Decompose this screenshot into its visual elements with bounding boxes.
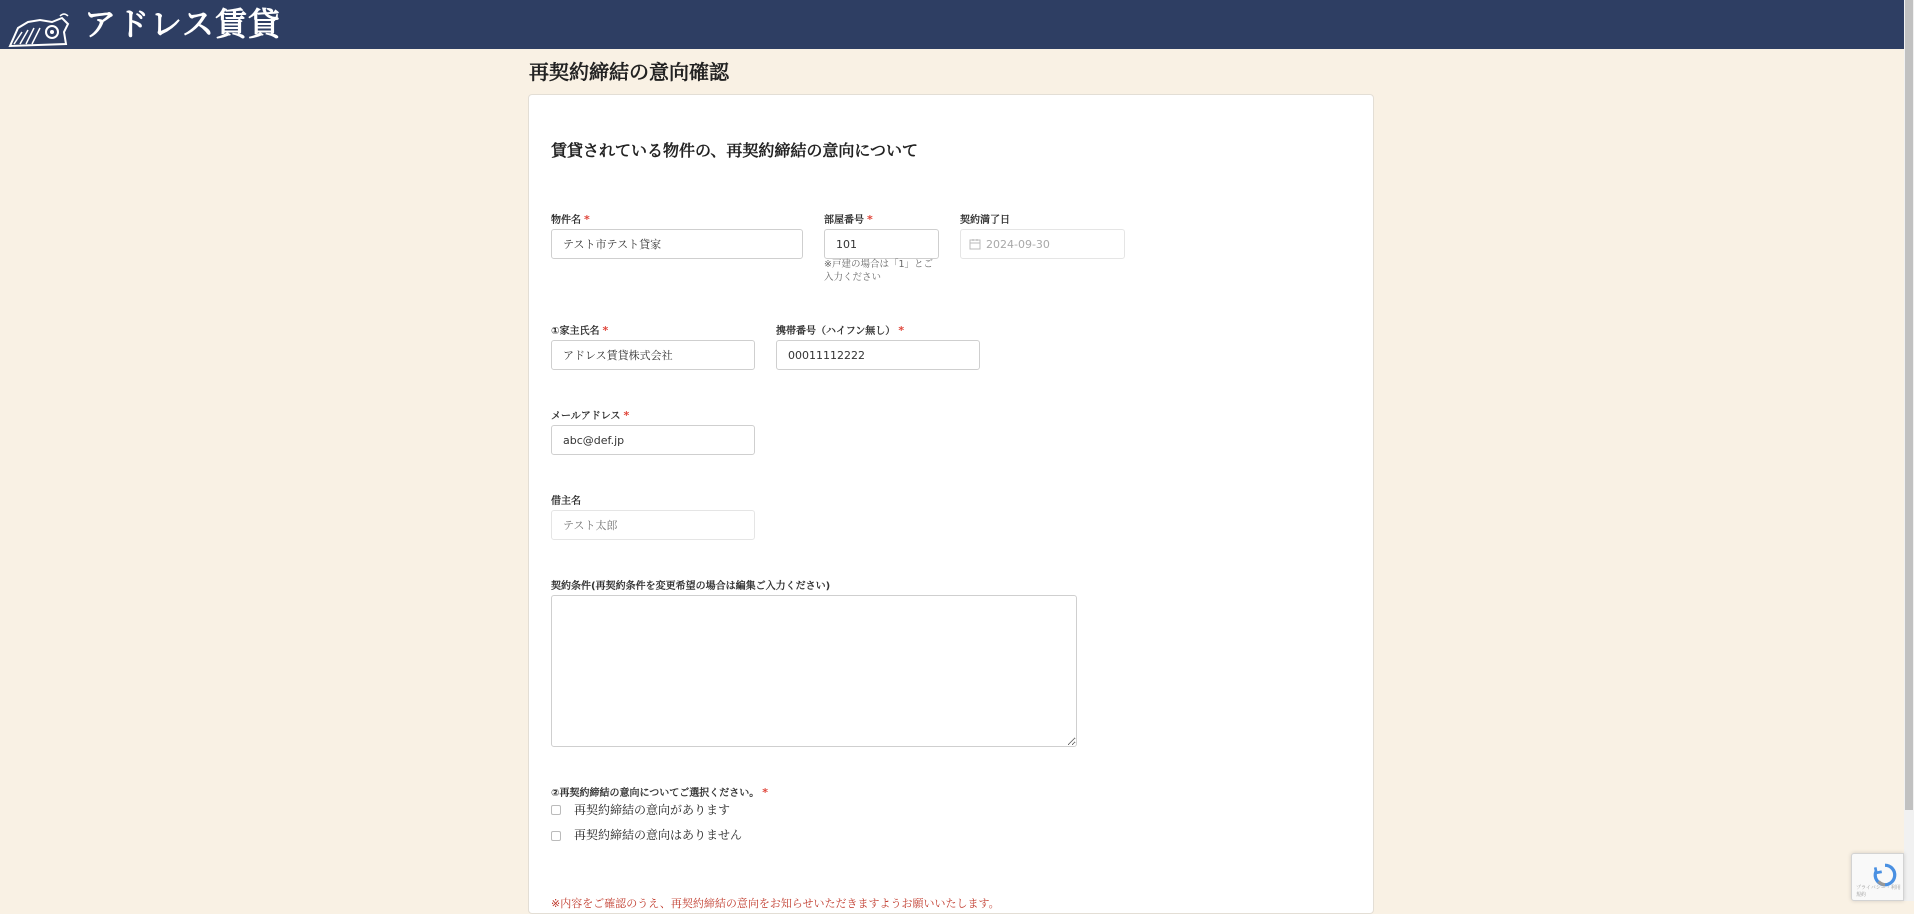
- intent-no-checkbox[interactable]: [551, 831, 561, 841]
- conditions-textarea[interactable]: [551, 595, 1077, 747]
- mobile-input[interactable]: [776, 340, 980, 370]
- recaptcha-badge[interactable]: [1851, 853, 1904, 901]
- brand-name[interactable]: アドレス賃貸: [84, 5, 282, 43]
- app-header: [0, 0, 1904, 49]
- scrollbar-thumb[interactable]: [1905, 0, 1913, 810]
- room-number-hint: ※戸建の場合は「1」とご入力ください: [824, 259, 934, 283]
- intent-no-label[interactable]: 再契約締結の意向はありません: [574, 828, 743, 842]
- vertical-scrollbar[interactable]: [1904, 0, 1914, 901]
- tenant-name-label: 借主名: [551, 496, 581, 507]
- cat-logo-icon[interactable]: [8, 10, 72, 48]
- room-number-input[interactable]: [824, 229, 939, 259]
- required-mark: *: [623, 409, 630, 422]
- property-name-label: [551, 211, 590, 226]
- conditions-label: 契約条件(再契約条件を変更希望の場合は編集ご入力ください): [551, 581, 831, 592]
- page-title: 再契約締結の意向確認: [529, 60, 729, 84]
- required-mark: *: [602, 324, 609, 337]
- email-label-text: メールアドレス: [551, 411, 621, 422]
- mobile-label: [776, 322, 904, 337]
- calendar-icon: [969, 238, 981, 250]
- intent-label: [551, 784, 768, 799]
- intent-label-text: ②再契約締結の意向についてご選択ください。: [551, 788, 760, 799]
- room-number-label: [824, 211, 873, 226]
- contract-end-label: 契約満了日: [960, 215, 1010, 226]
- required-mark: *: [584, 213, 590, 226]
- tenant-name-input[interactable]: [551, 510, 755, 540]
- required-mark: *: [898, 324, 905, 337]
- room-number-label-text: 部屋番号: [824, 215, 864, 226]
- email-input[interactable]: [551, 425, 755, 455]
- contract-end-date-field[interactable]: [960, 229, 1125, 259]
- owner-name-input[interactable]: [551, 340, 755, 370]
- property-name-label-text: 物件名: [551, 215, 581, 226]
- required-mark: *: [762, 786, 769, 799]
- recaptcha-terms[interactable]: プライバシー・利用規約: [1856, 885, 1901, 898]
- section-title: 賃貸されている物件の、再契約締結の意向について: [551, 141, 919, 160]
- owner-name-label: [551, 322, 608, 337]
- contract-end-placeholder: 2024-09-30: [986, 237, 1050, 251]
- required-mark: *: [867, 213, 873, 226]
- intent-yes-label[interactable]: 再契約締結の意向があります: [574, 803, 731, 817]
- email-label: [551, 407, 629, 422]
- notice-text: ※内容をご確認のうえ、再契約締結の意向をお知らせいただきますようお願いいたします。: [551, 897, 1000, 910]
- property-name-input[interactable]: [551, 229, 803, 259]
- intent-yes-checkbox[interactable]: [551, 805, 561, 815]
- owner-name-label-text: ①家主氏名: [551, 326, 600, 337]
- mobile-label-text: 携帯番号（ハイフン無し）: [776, 326, 896, 337]
